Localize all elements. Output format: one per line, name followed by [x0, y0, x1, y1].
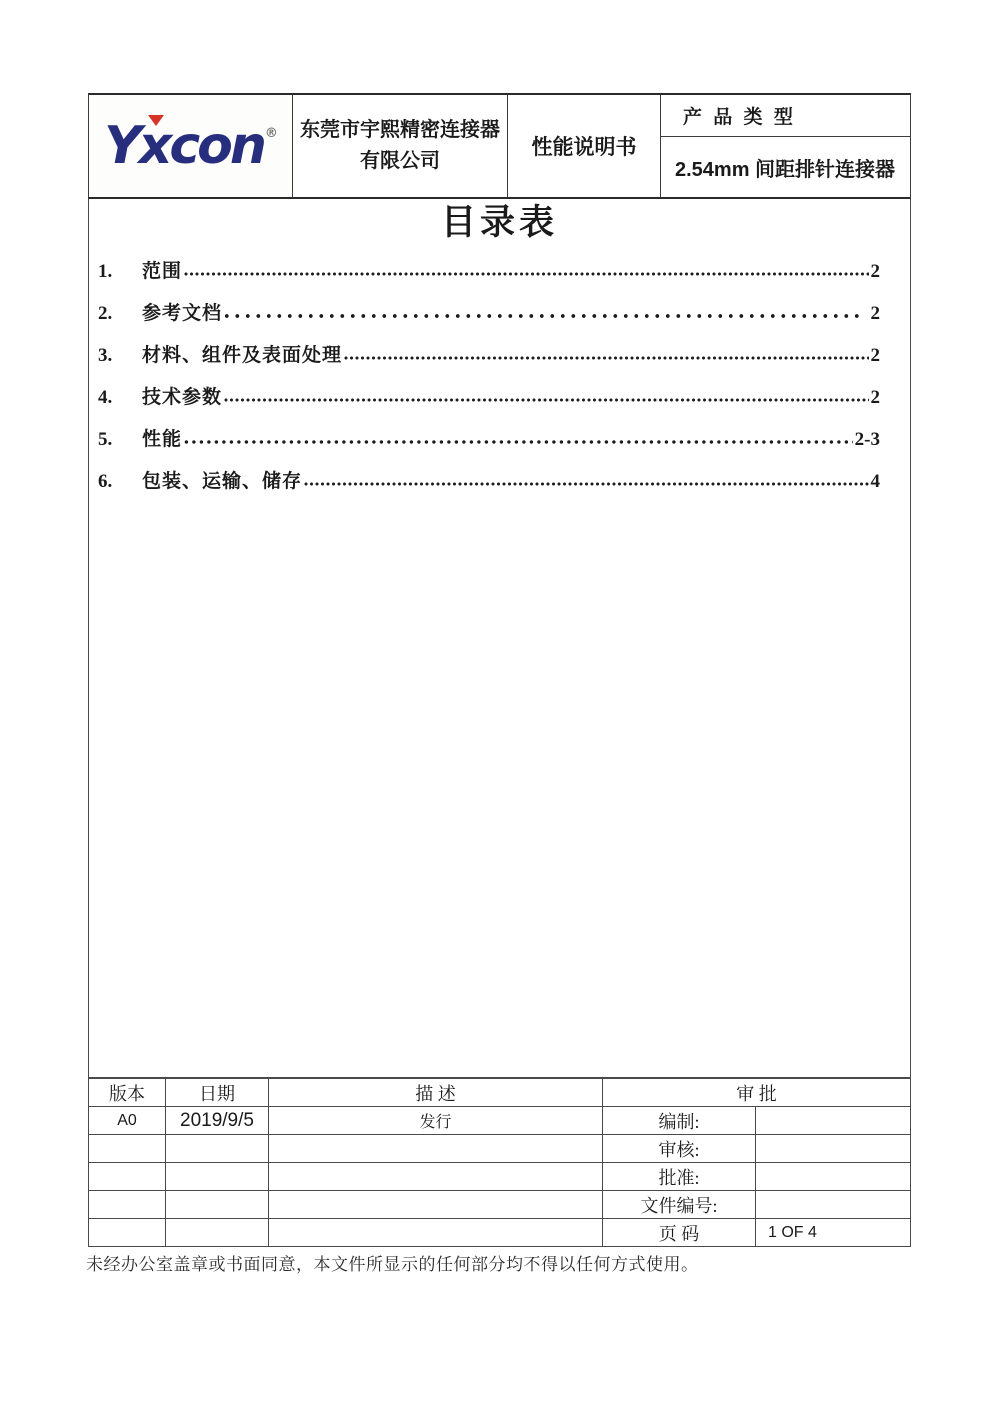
toc-item-label: 参考文档	[142, 302, 223, 324]
toc-item-page: 2	[870, 344, 880, 366]
description-cell: 发行	[268, 1106, 602, 1134]
version-cell	[89, 1190, 165, 1218]
description-cell	[268, 1218, 602, 1246]
date-cell	[165, 1190, 268, 1218]
toc-item-page: 2	[870, 260, 880, 282]
column-header-version: 版本	[109, 1083, 145, 1104]
dot-leader	[184, 270, 868, 277]
dot-leader	[224, 396, 868, 403]
date-cell: 2019/9/5	[165, 1106, 268, 1134]
company-name-line2: 有限公司	[360, 150, 440, 172]
toc-item-references	[89, 298, 910, 340]
date-cell	[165, 1162, 268, 1190]
toc-item-number: 2.	[98, 302, 113, 324]
toc-item-label: 性能	[142, 428, 183, 450]
toc-item-performance	[89, 424, 910, 466]
toc-title: 目录表	[440, 203, 558, 242]
toc-item-packaging	[89, 466, 910, 508]
red-triangle-icon	[148, 115, 164, 126]
toc-item-number: 1.	[98, 260, 113, 282]
toc-item-materials	[89, 340, 910, 382]
toc-item-page: 2-3	[854, 428, 880, 450]
dot-leader	[344, 354, 868, 361]
toc-item-label: 范围	[142, 260, 183, 282]
logo-part-1: Y	[104, 116, 139, 176]
dot-leader	[184, 438, 853, 445]
description-cell	[268, 1190, 602, 1218]
header-table	[88, 93, 911, 199]
toc-item-scope	[89, 256, 910, 298]
toc-item-label: 包装、运输、储存	[142, 470, 303, 492]
toc-item-specs	[89, 382, 910, 424]
date-cell	[165, 1134, 268, 1162]
logo-part-3: con	[169, 116, 264, 176]
company-name-cell	[292, 95, 507, 197]
approval-value-cell	[755, 1190, 910, 1218]
approval-value-cell	[755, 1162, 910, 1190]
version-cell	[89, 1134, 165, 1162]
page-number-label-cell: 页 码	[602, 1218, 755, 1246]
logo-text	[104, 116, 277, 176]
column-header-description: 描 述	[268, 1079, 602, 1106]
description-cell	[268, 1134, 602, 1162]
version-cell: A0	[89, 1106, 165, 1134]
logo-cell	[89, 95, 292, 197]
toc-item-page: 2	[870, 386, 880, 408]
dot-leader	[224, 312, 861, 319]
version-cell	[89, 1162, 165, 1190]
registered-mark-icon: ®	[264, 126, 278, 141]
product-name: 2.54mm 间距排针连接器	[675, 158, 896, 181]
logo-part-x: x	[138, 116, 170, 176]
description-cell	[268, 1162, 602, 1190]
confidentiality-notice: 未经办公室盖章或书面同意，本文件所显示的任何部分均不得以任何方式使用。	[86, 1255, 699, 1274]
toc-item-label: 材料、组件及表面处理	[142, 344, 343, 366]
approval-label-cell: 文件编号:	[602, 1190, 755, 1218]
approval-label-cell: 审核:	[602, 1134, 755, 1162]
dot-leader	[304, 480, 868, 487]
approval-label-cell: 编制:	[602, 1106, 755, 1134]
toc-item-page: 2	[870, 302, 880, 324]
toc-item-number: 6.	[98, 470, 113, 492]
company-logo	[104, 116, 278, 176]
toc-item-number: 5.	[98, 428, 113, 450]
toc-item-page: 4	[870, 470, 880, 492]
product-type-cell	[660, 95, 910, 197]
version-cell	[89, 1218, 165, 1246]
toc-item-number: 4.	[98, 386, 113, 408]
revision-table	[88, 1078, 911, 1247]
toc-list	[89, 256, 910, 508]
column-header-date: 日期	[165, 1079, 268, 1106]
company-name-line1: 东莞市宇熙精密连接器	[300, 119, 500, 141]
date-cell	[165, 1218, 268, 1246]
approval-value-cell	[755, 1106, 910, 1134]
toc-section	[88, 199, 911, 1078]
approval-value-cell	[755, 1134, 910, 1162]
page-number-value-cell: 1 OF 4	[755, 1218, 910, 1246]
toc-item-label: 技术参数	[142, 386, 223, 408]
doc-type-cell	[507, 95, 660, 197]
approval-label-cell: 批准:	[602, 1162, 755, 1190]
toc-item-number: 3.	[98, 344, 113, 366]
product-name-row	[661, 137, 910, 197]
product-type-header	[661, 95, 910, 137]
column-header-approval: 审 批	[602, 1079, 910, 1106]
doc-type-label: 性能说明书	[531, 136, 637, 159]
product-type-label: 产 品 类 型	[683, 107, 796, 128]
